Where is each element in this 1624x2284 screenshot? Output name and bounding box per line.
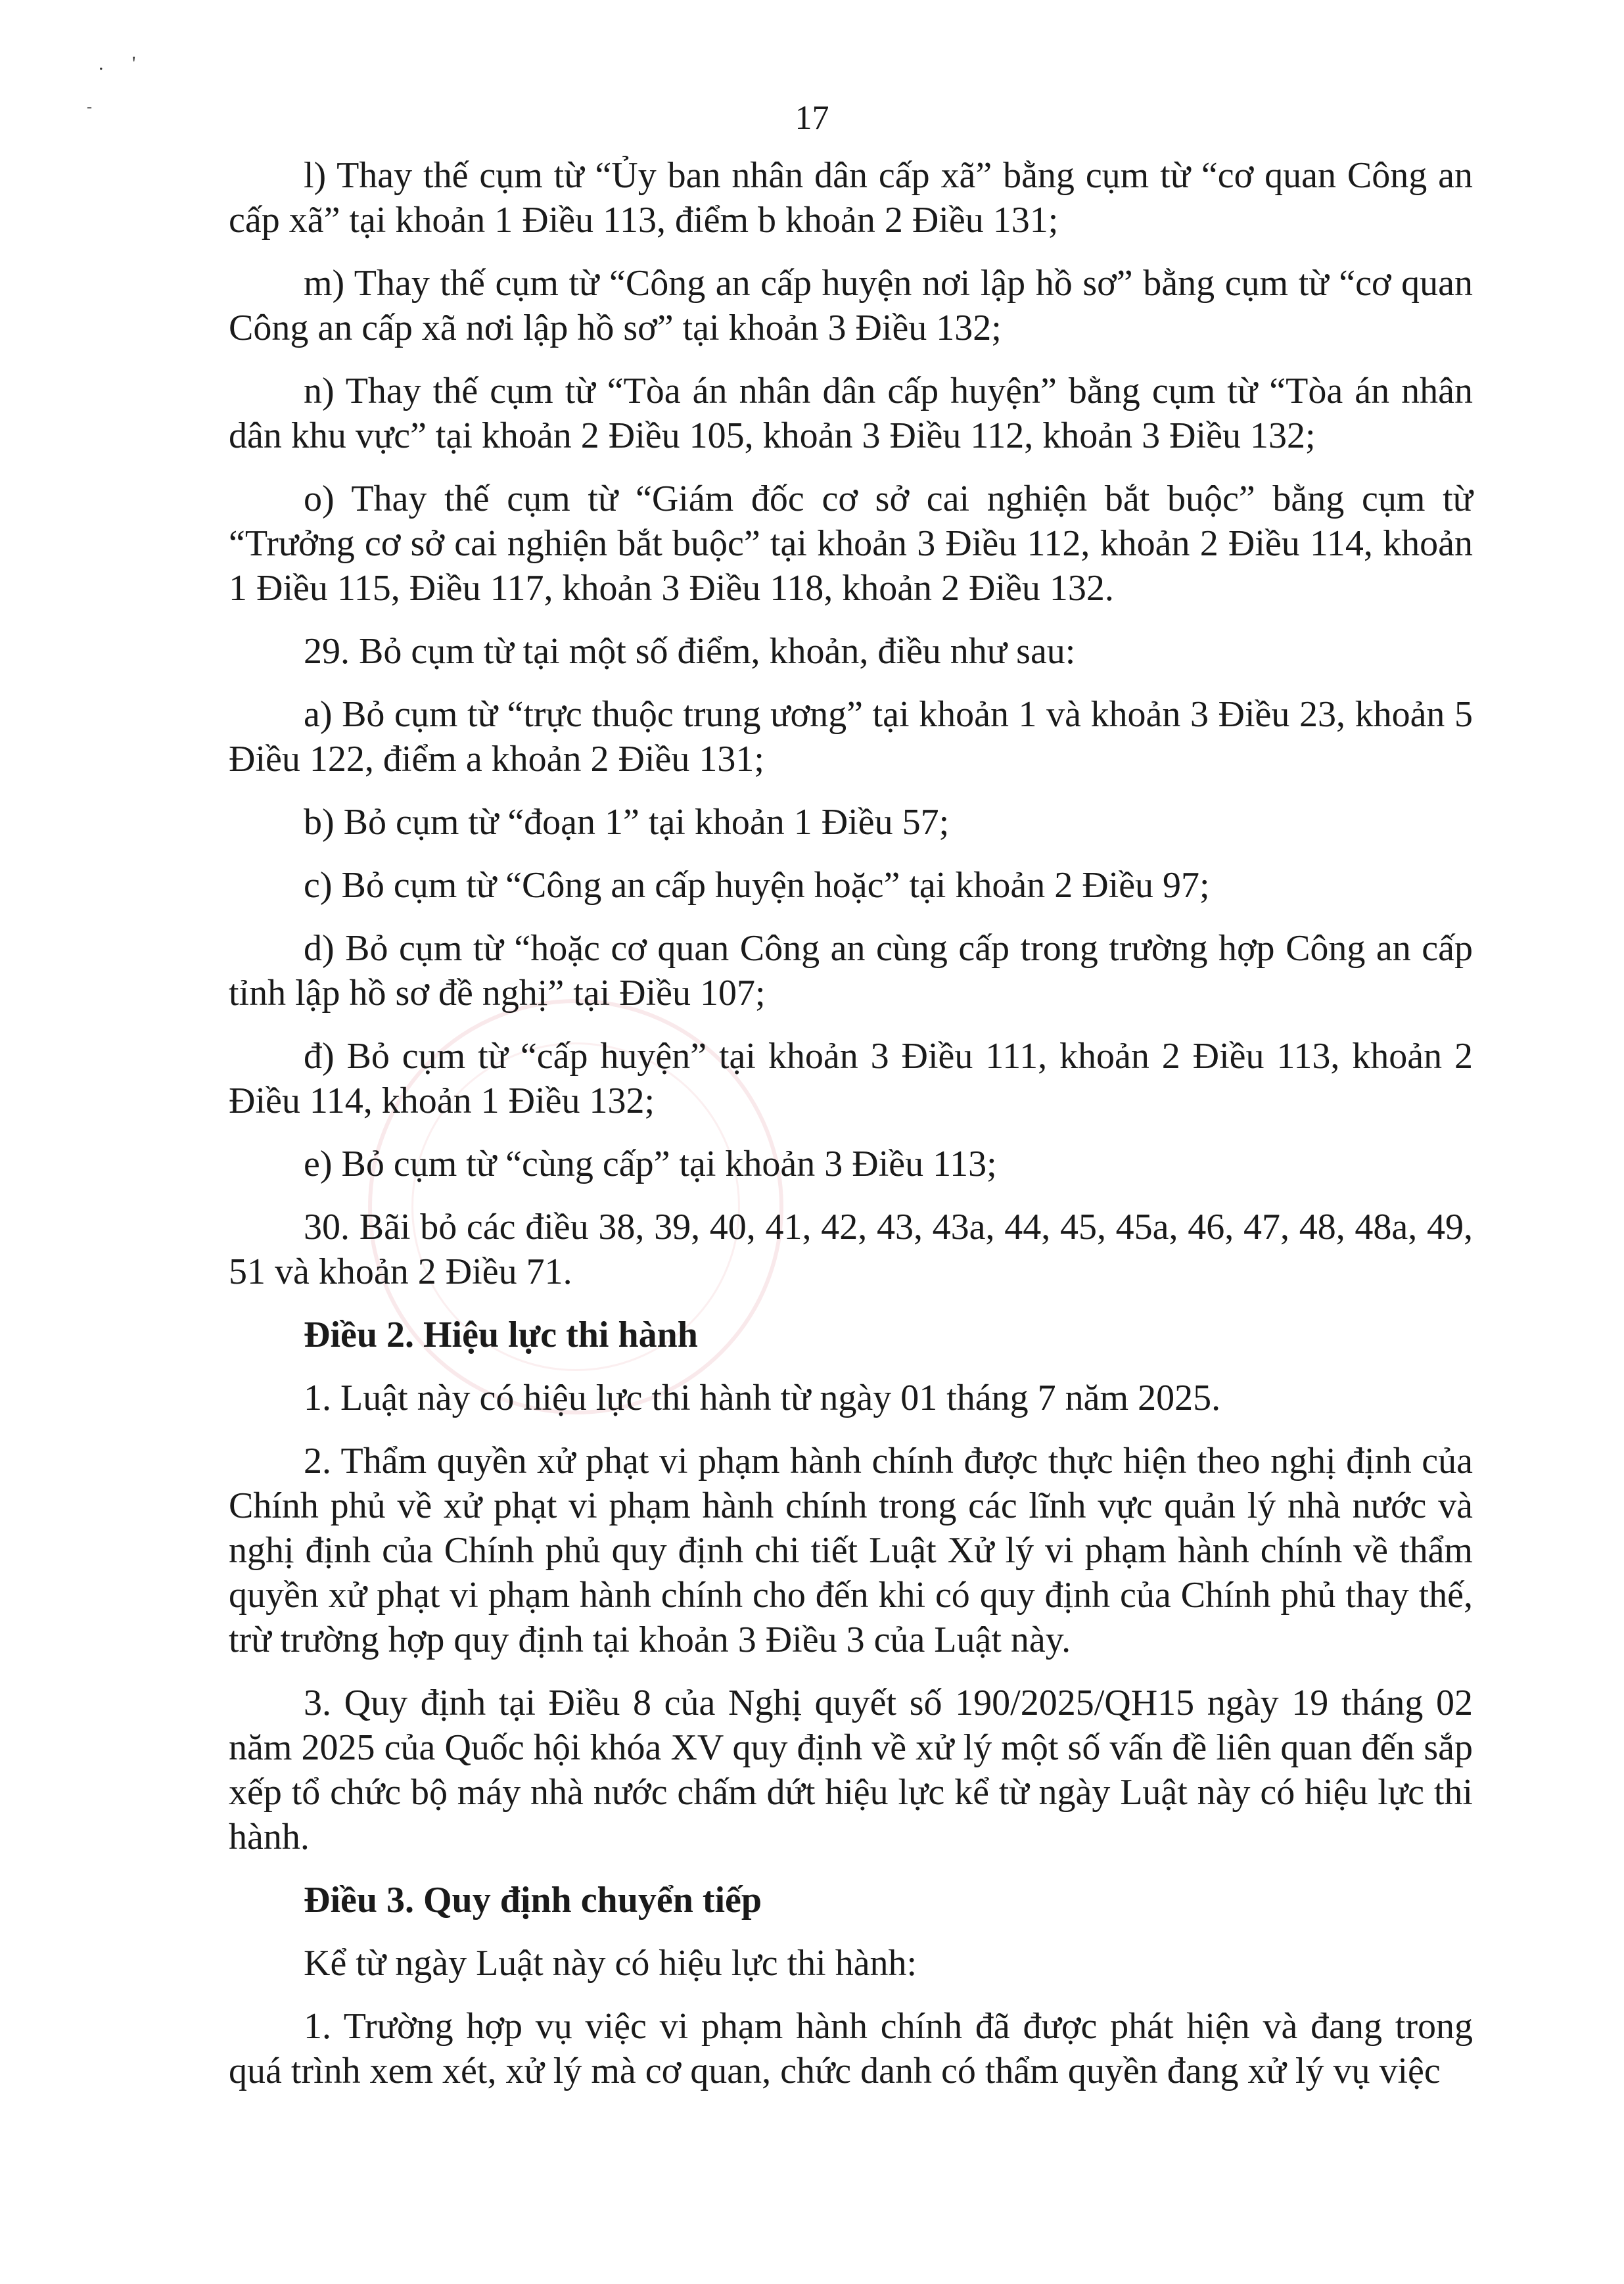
article-3-heading: Điều 3. Quy định chuyển tiếp <box>304 1880 762 1921</box>
paragraph-item-a: a) Bỏ cụm từ “trực thuộc trung ương” tại khoản 1 và khoản 3 Điều 23, khoản 5 Điều 122, điểm a khoản 2 Điều 131; <box>229 694 1473 780</box>
paragraph-item-dd: đ) Bỏ cụm từ “cấp huyện” tại khoản 3 Điều 111, khoản 2 Điều 113, khoản 2 Điều 114, khoản 1 Điều 132; <box>229 1036 1473 1121</box>
article-3-intro: Kể từ ngày Luật này có hiệu lực thi hành: <box>304 1943 917 1984</box>
paragraph-item-e: e) Bỏ cụm từ “cùng cấp” tại khoản 3 Điều 113; <box>304 1144 997 1184</box>
paragraph-clause-30: 30. Bãi bỏ các điều 38, 39, 40, 41, 42, 43, 43a, 44, 45, 45a, 46, 47, 48, 48a, 49, 51 và khoản 2 Điều 71. <box>229 1207 1473 1292</box>
paragraph-item-n: n) Thay thế cụm từ “Tòa án nhân dân cấp huyện” bằng cụm từ “Tòa án nhân dân khu vực” tại khoản 2 Điều 105, khoản 3 Điều 112, khoản 3 Điều 132; <box>229 371 1473 456</box>
stray-marks: . ' <box>99 53 148 74</box>
paragraph-item-d: d) Bỏ cụm từ “hoặc cơ quan Công an cùng cấp trong trường hợp Công an cấp tỉnh lập hồ sơ đề nghị” tại Điều 107; <box>229 928 1473 1014</box>
paragraph-item-b: b) Bỏ cụm từ “đoạn 1” tại khoản 1 Điều 57; <box>304 802 950 843</box>
paragraph-item-m: m) Thay thế cụm từ “Công an cấp huyện nơi lập hồ sơ” bằng cụm từ “cơ quan Công an cấp xã nơi lập hồ sơ” tại khoản 3 Điều 132; <box>229 263 1473 348</box>
page-number: 17 <box>795 99 829 137</box>
article-3-clause-1: 1. Trường hợp vụ việc vi phạm hành chính đã được phát hiện và đang trong quá trình xem xét, xử lý mà cơ quan, chức danh có thẩm quyền đang xử lý vụ việc <box>229 2006 1473 2091</box>
article-2-clause-1: 1. Luật này có hiệu lực thi hành từ ngày 01 tháng 7 năm 2025. <box>304 1378 1221 1418</box>
paragraph-clause-29: 29. Bỏ cụm từ tại một số điểm, khoản, điều như sau: <box>304 631 1076 672</box>
paragraph-item-l: l) Thay thế cụm từ “Ủy ban nhân dân cấp xã” bằng cụm từ “cơ quan Công an cấp xã” tại khoản 1 Điều 113, điểm b khoản 2 Điều 131; <box>229 155 1473 241</box>
paragraph-item-o: o) Thay thế cụm từ “Giám đốc cơ sở cai nghiện bắt buộc” bằng cụm từ “Trưởng cơ sở cai nghiện bắt buộc” tại khoản 3 Điều 112, khoản 2 Điều 114, khoản 1 Điều 115, Điều 117, khoản 3 Điều 118, khoản 2 Điều 132. <box>229 478 1473 609</box>
article-2-clause-3: 3. Quy định tại Điều 8 của Nghị quyết số 190/2025/QH15 ngày 19 tháng 02 năm 2025 của Quốc hội khóa XV quy định về xử lý một số vấn đề liên quan đến sắp xếp tổ chức bộ máy nhà nước chấm dứt hiệu lực kể từ ngày Luật này có hiệu lực thi hành. <box>229 1683 1473 1857</box>
document-body <box>229 153 1473 2112</box>
stray-mark: - <box>87 99 92 116</box>
article-2-heading: Điều 2. Hiệu lực thi hành <box>304 1315 698 1355</box>
paragraph-item-c: c) Bỏ cụm từ “Công an cấp huyện hoặc” tại khoản 2 Điều 97; <box>304 865 1210 906</box>
article-2-clause-2: 2. Thẩm quyền xử phạt vi phạm hành chính được thực hiện theo nghị định của Chính phủ về xử phạt vi phạm hành chính trong các lĩnh vực quản lý nhà nước và nghị định của Chính phủ quy định chi tiết Luật Xử lý vi phạm hành chính về thẩm quyền xử phạt vi phạm hành chính cho đến khi có quy định của Chính phủ thay thế, trừ trường hợp quy định tại khoản 3 Điều 3 của Luật này. <box>229 1441 1473 1660</box>
